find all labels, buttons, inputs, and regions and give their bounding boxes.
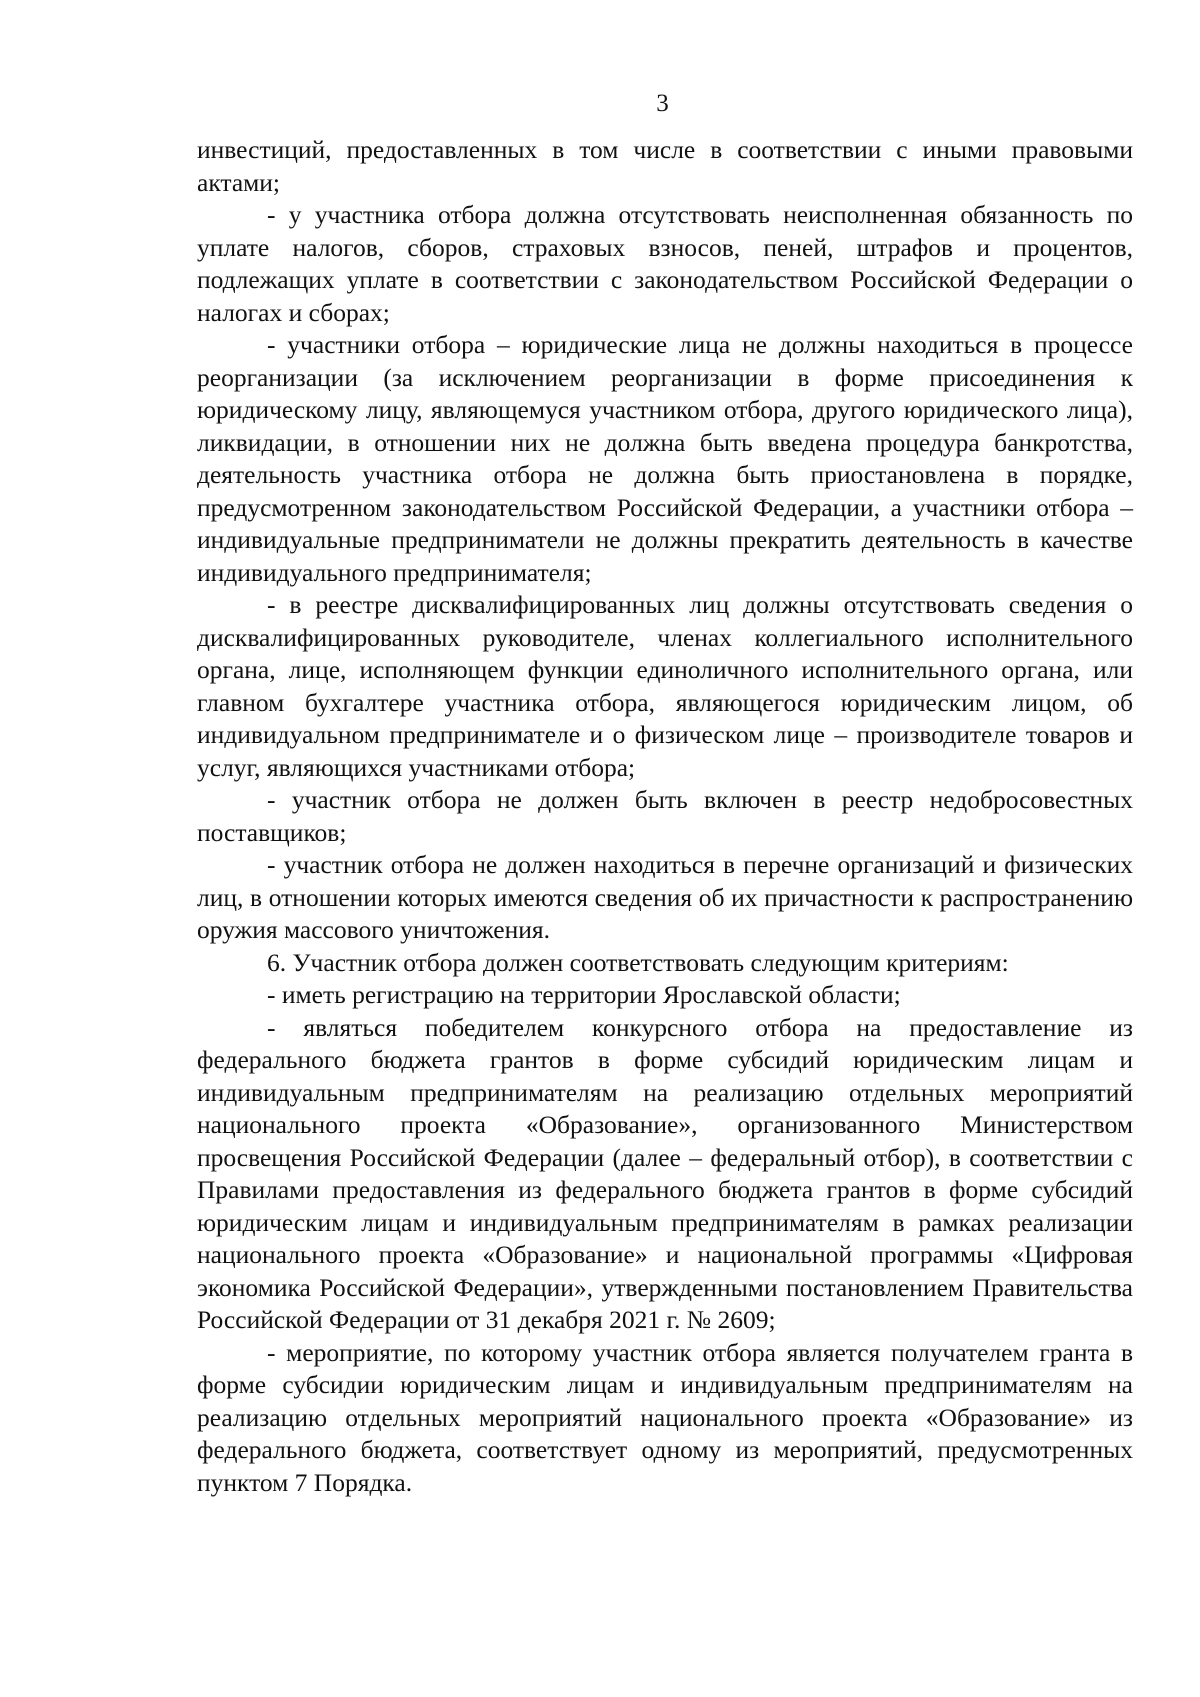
paragraph-disqualified-registry: - в реестре дисквалифицированных лиц должны отсутствовать сведения о дисквалифицированных руководителе, членах коллегиального исполнительного органа, лице, исполняющем функции единоличного исполнительного органа, или главном бухгалтере участника отбора, являющегося юридическим лицом, об индивидуальном предпринимателе и о физическом лице – производителе товаров и услуг, являющихся участниками отбора; [197,590,1133,782]
paragraph-federal-competition: - являться победителем конкурсного отбора на предоставление из федерального бюджета грантов в форме субсидий юридическим лицам и индивидуальным предпринимателям на реализацию отдельных мероприятий национального проекта «Образование», организованного Министерством просвещения Российской Федерации (далее – федеральный отбор), в соответствии с Правилами предоставления из федерального бюджета грантов в форме субсидий юридическим лицам и индивидуальным предпринимателям в рамках реализации национального проекта «Образование» и национальной программы «Цифровая экономика Российской Федерации», утвержденными постановлением Правительства Российской Федерации от 31 декабря 2021 г. № 2609; [197,1012,1133,1334]
document-body [197,134,1133,1499]
paragraph-grant-activity: - мероприятие, по которому участник отбора является получателем гранта в форме субсидии юридическим лицам и индивидуальным предпринимателям на реализацию отдельных мероприятий национального проекта «Образование» из федерального бюджета, соответствует одному из мероприятий, предусмотренных пунктом 7 Порядка. [197,1337,1133,1497]
paragraph-reorganization: - участники отбора – юридические лица не должны находиться в процессе реорганизации (за исключением реорганизации в форме присоединения к юридическому лицу, являющемуся участником отбора, другого юридического лица), ликвидации, в отношении них не должна быть введена процедура банкротства, деятельность участника отбора не должна быть приостановлена в порядке, предусмотренном законодательством Российской Федерации, а участники отбора – индивидуальные предприниматели не должны прекратить деятельность в качестве индивидуального предпринимателя; [197,330,1133,587]
paragraph-registration: - иметь регистрацию на территории Ярославской области; [267,980,901,1009]
paragraph-wmd-list: - участник отбора не должен находиться в перечне организаций и физических лиц, в отношении которых имеются сведения об их причастности к распространению оружия массового уничтожения. [197,850,1133,944]
paragraph-unscrupulous-suppliers: - участник отбора не должен быть включен в реестр недобросовестных поставщиков; [197,785,1133,847]
paragraph-continuation: инвестиций, предоставленных в том числе в соответствии с иными правовыми актами; [197,135,1133,197]
page-number: 3 [656,90,669,117]
paragraph-tax-obligation: - у участника отбора должна отсутствовать неисполненная обязанность по уплате налогов, сборов, страховых взносов, пеней, штрафов и процентов, подлежащих уплате в соответствии с законодательством Российской Федерации о налогах и сборах; [197,200,1133,327]
paragraph-criteria-heading: 6. Участник отбора должен соответствовать следующим критериям: [267,947,1009,977]
